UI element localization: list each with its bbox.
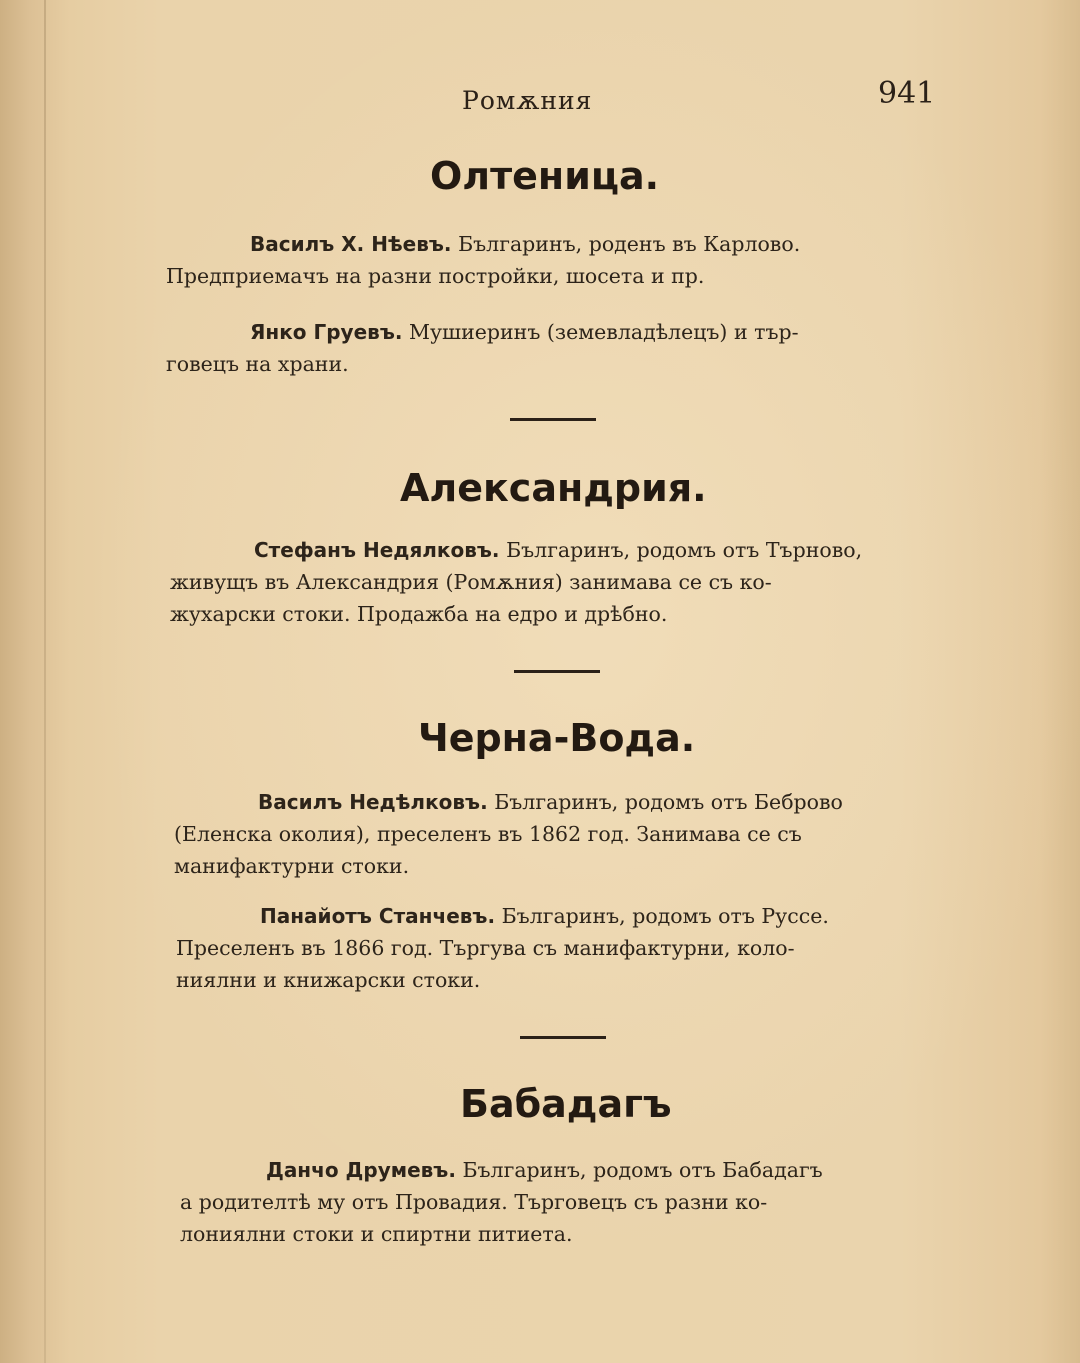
section-divider — [520, 1036, 606, 1039]
section-divider — [510, 418, 596, 421]
entry-text-line: Предприемачъ на разни постройки, шосета и пр. — [166, 264, 705, 288]
entry-name: Василъ Х. Нѣевъ. — [250, 232, 452, 256]
section-title-oltenitsa: Олтеница. — [430, 154, 660, 198]
running-header: Ромѫния — [462, 86, 593, 115]
page-spine-shadow — [44, 0, 46, 1363]
entry-text-line: Българинъ, роденъ въ Карлово. — [458, 232, 801, 256]
entry-text-line: (Еленска околия), преселенъ въ 1862 год. Занимава се съ — [174, 822, 802, 846]
entry-name: Василъ Недѣлковъ. — [258, 790, 488, 814]
entry-text-line: Преселенъ въ 1866 год. Търгува съ манифактурни, коло- — [176, 936, 795, 960]
entry-text-line: а родителтѣ му отъ Провадия. Търговецъ съ разни ко- — [180, 1190, 768, 1214]
section-title-babadag: Бабадагъ — [460, 1082, 672, 1126]
entry-stefan-nedyalkov — [170, 534, 942, 630]
entry-vasil-h-neev — [166, 228, 938, 292]
entry-text-line: ниялни и книжарски стоки. — [176, 968, 481, 992]
entry-name: Янко Груевъ. — [250, 320, 403, 344]
entry-text-line: Българинъ, родомъ отъ Търново, — [506, 538, 863, 562]
entry-vasil-nedelkov — [174, 786, 946, 882]
section-title-cherna-voda: Черна-Вода. — [418, 716, 696, 760]
entry-name: Данчо Друмевъ. — [266, 1158, 456, 1182]
entry-text-line: говецъ на храни. — [166, 352, 349, 376]
entry-name: Стефанъ Недялковъ. — [254, 538, 500, 562]
page-number: 941 — [878, 76, 936, 111]
section-title-aleksandriya: Александрия. — [400, 466, 707, 510]
entry-text-line: Мушиеринъ (земевладѣлецъ) и тър- — [408, 320, 799, 344]
entry-text-line: Българинъ, родомъ отъ Руссе. — [501, 904, 829, 928]
entry-yanko-gruev — [166, 316, 938, 380]
entry-text-line: живущъ въ Александрия (Ромѫния) занимава се съ ко- — [170, 570, 772, 594]
section-divider — [514, 670, 600, 673]
entry-text-line: жухарски стоки. Продажба на едро и дрѣбно. — [170, 602, 668, 626]
entry-name: Панайотъ Станчевъ. — [260, 904, 496, 928]
entry-panayot-stanchev — [176, 900, 948, 996]
entry-dancho-drumev — [180, 1154, 952, 1250]
entry-text-line: Българинъ, родомъ отъ Беброво — [494, 790, 843, 814]
entry-text-line: Българинъ, родомъ отъ Бабадагъ — [462, 1158, 823, 1182]
entry-text-line: лониялни стоки и спиртни питиета. — [180, 1222, 573, 1246]
entry-text-line: манифактурни стоки. — [174, 854, 410, 878]
